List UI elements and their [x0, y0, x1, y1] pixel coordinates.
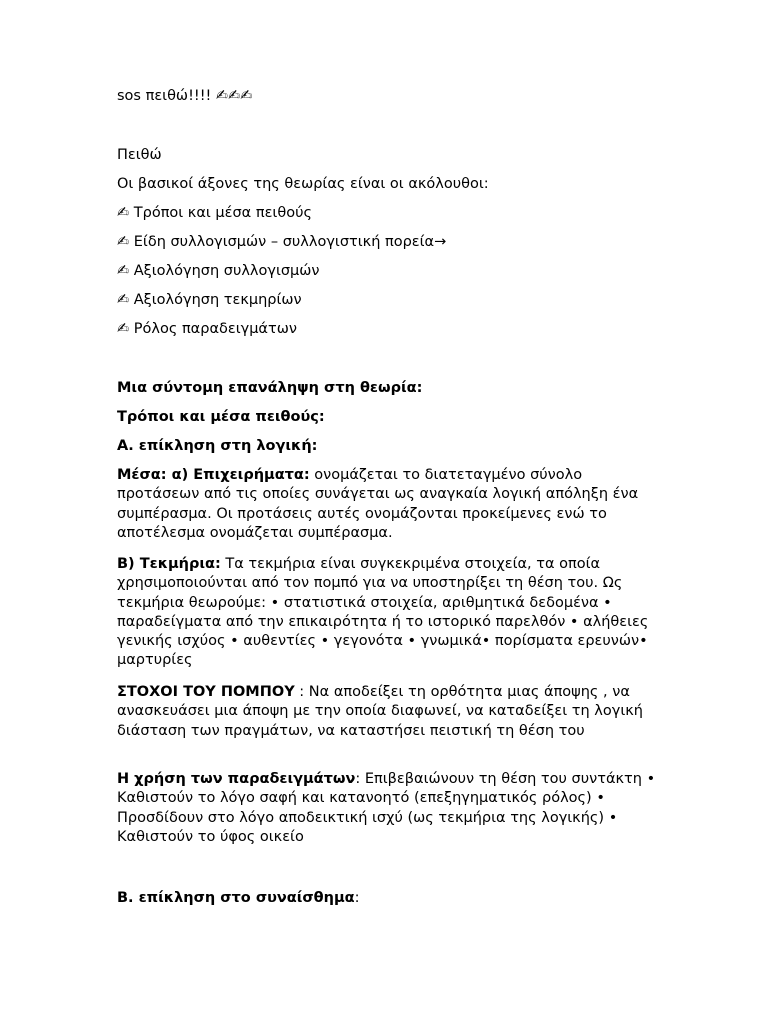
- axis-item: ✍ Αξιολόγηση τεκμηρίων: [117, 292, 302, 308]
- goals-paragraph: [117, 683, 662, 741]
- evidence-text: Τα τεκμήρια είναι συγκεκριμένα στοιχεία, τα οποία χρησιμοποιούνται από τον πομπό για να υποστηρίξει τη θέση του. Ως τεκμήρια θεωρούμε: • στατιστικά στοιχεία, αριθμητικά δεδομένα • παραδείγματα από την επικαιρότητα ή το ιστορικό παρελθόν • αλήθειες γενικής ισχύος • αυθεντίες • γεγονότα • γνωμικά• πορίσματα ερευνών• μαρτυρίες: [117, 556, 649, 669]
- axis-item: ✍ Αξιολόγηση συλλογισμών: [117, 263, 320, 279]
- axis-item: ✍ Ρόλος παραδειγμάτων: [117, 321, 297, 337]
- intro-line: Οι βασικοί άξονες της θεωρίας είναι οι ακόλουθοι:: [117, 176, 489, 192]
- logic-heading: Α. επίκληση στη λογική:: [117, 438, 318, 454]
- arguments-paragraph: [117, 466, 662, 543]
- examples-text: : Επιβεβαιώνουν τη θέση του συντάκτη • Καθιστούν το λόγο σαφή και κατανοητό (επεξηγηματικός ρόλος) • Προσδίδουν στο λόγο αποδεικτική ισχύ (ως τεκμήρια της λογικής) • Καθιστούν το ύφος οικείο: [117, 771, 656, 845]
- goals-text: : Να αποδείξει τη ορθότητα μιας άποψης , να ανασκευάσει μια άποψη με την οποία διαφωνεί, να καταδείξει τη λογική διάσταση των πραγμάτων, να καταστήσει πειστική τη θέση του: [117, 684, 643, 739]
- emotion-heading-label: Β. επίκληση στο συναίσθημα: [117, 890, 355, 906]
- section-heading: Πειθώ: [117, 147, 162, 163]
- axis-item: ✍ Είδη συλλογισμών – συλλογιστική πορεία→: [117, 234, 447, 250]
- evidence-paragraph: [117, 555, 662, 671]
- document-title: sos πειθώ!!!! ✍✍✍: [117, 88, 253, 104]
- emotion-heading-suffix: :: [354, 890, 360, 906]
- arguments-text: ονομάζεται το διατεταγμένο σύνολο προτάσεων από τις οποίες συνάγεται ως αναγκαία λογική απόληξη ένα συμπέρασμα. Οι προτάσεις αυτές ονομάζονται προκείμενες ενώ το αποτέλεσμα ονομάζεται συμπέρασμα.: [117, 467, 639, 541]
- review-heading: Μια σύντομη επανάληψη στη θεωρία:: [117, 380, 423, 396]
- axis-item: ✍ Τρόποι και μέσα πειθούς: [117, 205, 312, 221]
- evidence-label: Β) Τεκμήρια:: [117, 556, 221, 572]
- goals-label: ΣΤΟΧΟΙ ΤΟΥ ΠΟΜΠΟΥ: [117, 684, 295, 700]
- arguments-label: Μέσα: α) Επιχειρήματα:: [117, 467, 310, 483]
- methods-heading: Τρόποι και μέσα πειθούς:: [117, 409, 325, 425]
- examples-label: Η χρήση των παραδειγμάτων: [117, 771, 356, 787]
- emotion-heading: [117, 888, 360, 908]
- examples-paragraph: [117, 770, 662, 847]
